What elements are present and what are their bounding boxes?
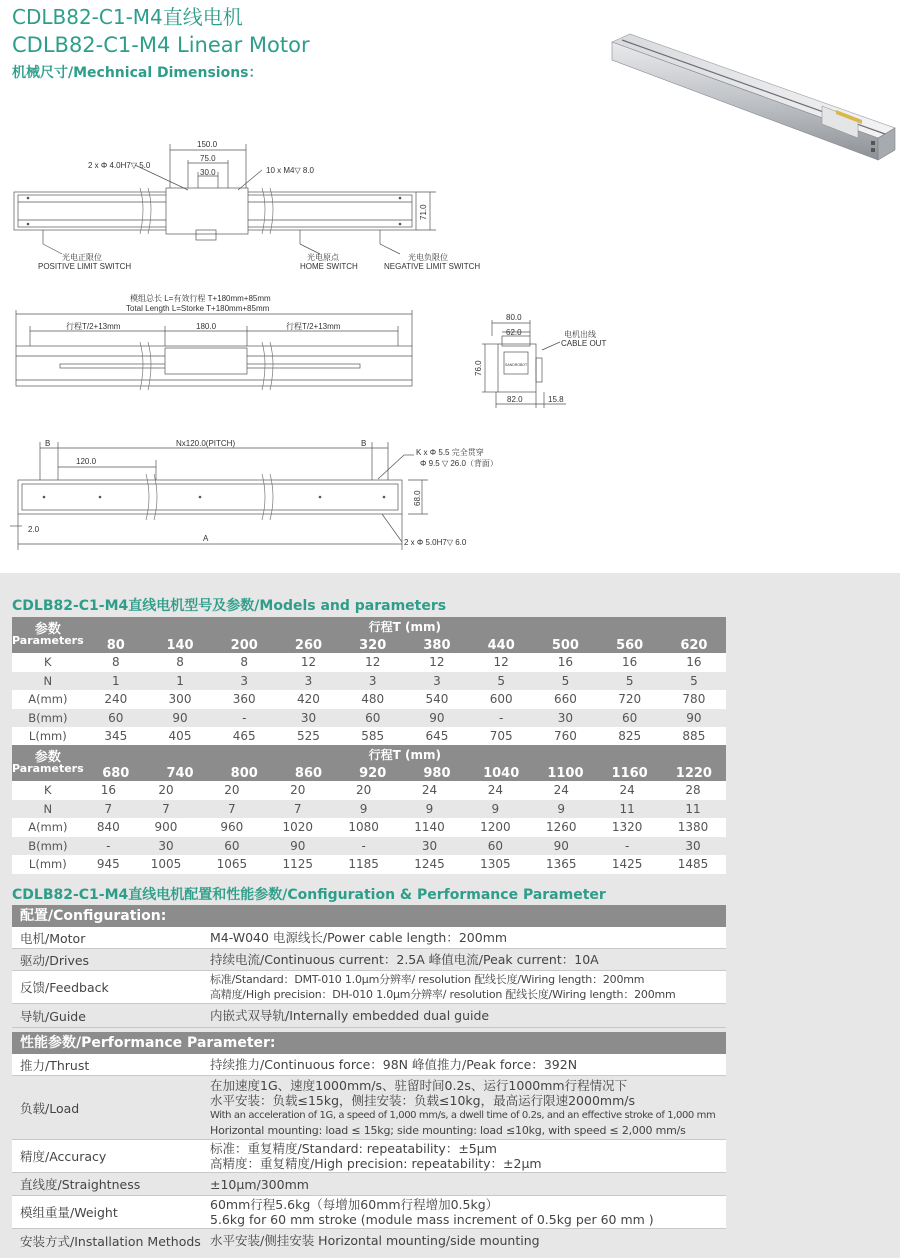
b-right: B (361, 439, 367, 448)
row-label: N (12, 800, 84, 819)
table-cell: 1425 (594, 855, 660, 874)
table-cell: 16 (533, 653, 597, 672)
guide-value: 内嵌式双导轨/Internally embedded dual guide (210, 1008, 490, 1023)
bottom-hole: 2 x Φ 5.0H7▽ 6.0 (404, 538, 467, 547)
length-formula-en: Total Length L=Storke T+180mm+85mm (126, 304, 270, 313)
drives-key: 驱动/Drives (20, 952, 90, 968)
positive-limit-cn: 光电正限位 (62, 253, 102, 262)
travel-right: 行程T/2+13mm (286, 322, 341, 331)
installation-value: 水平安装/侧挂安装 Horizontal mounting/side mounting (210, 1233, 540, 1248)
row-thrust (12, 1054, 726, 1076)
stroke-500: 500 (551, 638, 579, 653)
row-label: B(mm) (12, 837, 84, 856)
end-dim-62: 62.0 (506, 328, 522, 337)
stroke-560: 560 (616, 638, 644, 653)
stroke-140: 140 (166, 638, 194, 653)
negative-limit-en: NEGATIVE LIMIT SWITCH (384, 262, 481, 271)
param-en: Parameters (12, 762, 84, 775)
table-cell: 20 (331, 781, 397, 800)
table1-header (12, 617, 726, 653)
performance-bar: 性能参数/Performance Parameter: (12, 1032, 726, 1054)
b-left: B (45, 439, 51, 448)
param-cn: 参数 (34, 622, 61, 637)
logo-text: SANDROBOT (505, 363, 528, 367)
top-view (14, 144, 436, 254)
table-cell: 405 (148, 727, 212, 746)
k-hole-1: K x Φ 5.5 完全贯穿 (416, 448, 484, 457)
table-cell: 1 (84, 672, 148, 691)
table-cell: 1200 (462, 818, 528, 837)
table-cell: 5 (598, 672, 662, 691)
row-label: A(mm) (12, 818, 84, 837)
row-label: K (12, 781, 84, 800)
row-label: A(mm) (12, 690, 84, 709)
travel-left: 行程T/2+13mm (66, 322, 121, 331)
table-cell: 1005 (133, 855, 199, 874)
table2-header (12, 745, 726, 781)
table-cell: - (212, 709, 276, 728)
stroke-1040: 1040 (483, 766, 520, 781)
title-english: CDLB82-C1-M4 Linear Motor (12, 33, 310, 57)
row-load (12, 1076, 726, 1140)
stroke-1160: 1160 (611, 766, 648, 781)
param-label (12, 617, 84, 653)
models-heading: CDLB82-C1-M4直线电机型号及参数/Models and parameters (12, 598, 447, 614)
table-cell: 465 (212, 727, 276, 746)
feedback-value-1: 标准/Standard：DMT-010 1.0μm分辨率/ resolution 配线长度/Wiring length：200mm (210, 973, 645, 986)
dim-150: 150.0 (197, 140, 218, 149)
table-cell: 7 (265, 800, 331, 819)
table-cell: 1080 (331, 818, 397, 837)
table-cell: - (331, 837, 397, 856)
table-cell: 360 (212, 690, 276, 709)
title-chinese: CDLB82-C1-M4直线电机 (12, 5, 243, 29)
row-label: L(mm) (12, 855, 84, 874)
table-cell: 16 (662, 653, 726, 672)
table-cell: 645 (405, 727, 469, 746)
stroke-800: 800 (230, 766, 258, 781)
weight-key: 模组重量/Weight (20, 1205, 118, 1220)
table-cell: 9 (331, 800, 397, 819)
param-cn: 参数 (34, 750, 61, 765)
table-cell: 1485 (660, 855, 726, 874)
table-cell: 12 (276, 653, 340, 672)
table-cell: 1140 (397, 818, 463, 837)
table-cell: 90 (265, 837, 331, 856)
motor-value: M4-W040 电源线长/Power cable length：200mm (210, 930, 508, 945)
table-cell: 60 (199, 837, 265, 856)
dim-71: 71.0 (419, 204, 428, 220)
table-cell: 16 (84, 781, 133, 800)
table-cell: 12 (341, 653, 405, 672)
mechanical-drawing (0, 130, 900, 570)
load-value-1: 在加速度1G、速度1000mm/s、驻留时间0.2s、运行1000mm行程情况下 (210, 1077, 628, 1093)
table-cell: 1320 (594, 818, 660, 837)
table-cell: 7 (84, 800, 133, 819)
table-cell: 9 (397, 800, 463, 819)
dim-120: 120.0 (76, 457, 97, 466)
table-cell: 1185 (331, 855, 397, 874)
table-cell: 12 (469, 653, 533, 672)
dim-30: 30.0 (200, 168, 216, 177)
param-en: Parameters (12, 634, 84, 647)
load-value-4: Horizontal mounting: load ≤ 15kg; side mounting: load ≤10kg, with speed ≤ 2,000 mm/s (210, 1123, 686, 1137)
table-cell: 7 (199, 800, 265, 819)
table-cell: 345 (84, 727, 148, 746)
table-cell: 30 (397, 837, 463, 856)
hole-callout-right: 10 x M4▽ 8.0 (266, 166, 314, 175)
table-cell: 1 (148, 672, 212, 691)
table-cell: 1305 (462, 855, 528, 874)
stroke-980: 980 (423, 766, 451, 781)
row-label: N (12, 672, 84, 691)
feedback-key: 反馈/Feedback (20, 980, 109, 995)
table-cell: 1245 (397, 855, 463, 874)
table-cell: 20 (133, 781, 199, 800)
table-row (12, 672, 726, 691)
accuracy-key: 精度/Accuracy (20, 1149, 107, 1164)
dim-180: 180.0 (196, 322, 217, 331)
table-cell: 24 (528, 781, 594, 800)
stroke-1220: 1220 (675, 766, 712, 781)
table-row (12, 690, 726, 709)
positive-limit-en: POSITIVE LIMIT SWITCH (38, 262, 132, 271)
table-row (12, 781, 726, 800)
straightness-key: 直线度/Straightness (20, 1177, 141, 1192)
table-cell: 24 (397, 781, 463, 800)
table-cell: 480 (341, 690, 405, 709)
table-cell: 5 (469, 672, 533, 691)
load-value-3: With an acceleration of 1G, a speed of 1,000 mm/s, a dwell time of 0.2s, and an effective stroke of 1,000 mm (210, 1109, 716, 1121)
stroke-80: 80 (106, 638, 125, 653)
guide-key: 导轨/Guide (20, 1008, 86, 1024)
table-cell: 20 (199, 781, 265, 800)
stroke-260: 260 (294, 638, 323, 653)
table-cell: 5 (662, 672, 726, 691)
weight-value-2: 5.6kg for 60 mm stroke (module mass increment of 0.5kg per 60 mm ) (210, 1212, 654, 1227)
table-cell: 525 (276, 727, 340, 746)
table-cell: 20 (265, 781, 331, 800)
stroke-380: 380 (423, 638, 451, 653)
table-cell: 1020 (265, 818, 331, 837)
row-installation (12, 1229, 726, 1252)
config-heading: CDLB82-C1-M4直线电机配置和性能参数/Configuration & Performance Parameter (12, 887, 606, 903)
stroke-1100: 1100 (547, 766, 584, 781)
row-weight (12, 1196, 726, 1229)
table-cell: 3 (405, 672, 469, 691)
dim-2: 2.0 (28, 525, 40, 534)
stroke-920: 920 (359, 766, 387, 781)
table-row (12, 855, 726, 874)
negative-limit-cn: 光电负限位 (408, 253, 448, 262)
table-cell: 24 (462, 781, 528, 800)
table-cell: 240 (84, 690, 148, 709)
dimensions-heading: 机械尺寸/Mechnical Dimensions： (12, 65, 263, 81)
table-cell: 3 (212, 672, 276, 691)
table-cell: 7 (133, 800, 199, 819)
stroke-440: 440 (487, 638, 515, 653)
parameters-panel (0, 573, 900, 1258)
table-cell: 840 (84, 818, 133, 837)
table-cell: 90 (148, 709, 212, 728)
table-cell: 90 (528, 837, 594, 856)
table-cell: 24 (594, 781, 660, 800)
table-cell: 300 (148, 690, 212, 709)
row-label: L(mm) (12, 727, 84, 746)
table-cell: 1125 (265, 855, 331, 874)
thrust-value: 持续推力/Continuous force：98N 峰值推力/Peak force：392N (210, 1057, 578, 1072)
home-switch-en: HOME SWITCH (300, 262, 358, 271)
k-hole-2: Φ 9.5 ▽ 26.0（背面） (420, 459, 498, 468)
table-cell: 16 (598, 653, 662, 672)
table-cell: 600 (469, 690, 533, 709)
table-cell: 660 (533, 690, 597, 709)
feedback-value-2: 高精度/High precision：DH-010 1.0μm分辨率/ resolution 配线长度/Wiring length：200mm (210, 988, 676, 1001)
table-cell: 8 (212, 653, 276, 672)
pitch-label: Nx120.0(PITCH) (176, 439, 236, 448)
table-cell: 1365 (528, 855, 594, 874)
table-cell: 90 (662, 709, 726, 728)
table-cell: 960 (199, 818, 265, 837)
end-dim-82: 82.0 (507, 395, 523, 404)
table-cell: 11 (660, 800, 726, 819)
table-row (12, 727, 726, 746)
table-cell: 8 (148, 653, 212, 672)
models-table-2 (12, 745, 726, 874)
table-row (12, 837, 726, 856)
table-cell: 9 (528, 800, 594, 819)
table-cell: 60 (84, 709, 148, 728)
table-cell: 720 (598, 690, 662, 709)
table-row (12, 818, 726, 837)
table-cell: 1065 (199, 855, 265, 874)
bottom-view (10, 442, 428, 550)
table-row (12, 709, 726, 728)
dim-a: A (203, 534, 209, 543)
table-cell: 28 (660, 781, 726, 800)
straightness-value: ±10μm/300mm (210, 1176, 309, 1192)
table-cell: 885 (662, 727, 726, 746)
table-cell: 11 (594, 800, 660, 819)
row-guide (12, 1004, 726, 1028)
table-cell: 30 (533, 709, 597, 728)
table-cell: 825 (598, 727, 662, 746)
table-cell: 540 (405, 690, 469, 709)
row-drives (12, 949, 726, 971)
hole-callout-left: 2 x Φ 4.0H7▽ 5.0 (88, 161, 151, 170)
table-cell: 3 (276, 672, 340, 691)
stroke-320: 320 (359, 638, 387, 653)
table-cell: 900 (133, 818, 199, 837)
table-cell: 3 (341, 672, 405, 691)
accuracy-value-1: 标准：重复精度/Standard: repeatability：±5μm (210, 1141, 497, 1156)
models-table-1 (12, 617, 726, 746)
stroke-620: 620 (680, 638, 708, 653)
row-straightness (12, 1173, 726, 1196)
table-cell: 9 (462, 800, 528, 819)
table-cell: 60 (598, 709, 662, 728)
table-cell: 420 (276, 690, 340, 709)
table-cell: 60 (462, 837, 528, 856)
dim-75: 75.0 (200, 154, 216, 163)
accuracy-value-2: 高精度：重复精度/High precision: repeatability：±2μm (210, 1156, 542, 1171)
table-cell: 8 (84, 653, 148, 672)
table-cell: - (594, 837, 660, 856)
cable-out-en: CABLE OUT (561, 339, 607, 348)
table-cell: 30 (133, 837, 199, 856)
table-cell: 30 (660, 837, 726, 856)
row-accuracy (12, 1140, 726, 1173)
param-label (12, 745, 84, 781)
length-formula-cn: 模组总长 L=有效行程 T+180mm+85mm (130, 294, 271, 303)
table2-body (12, 781, 726, 874)
travel-label: 行程T (mm) (368, 620, 441, 634)
installation-key: 安装方式/Installation Methods (20, 1233, 201, 1249)
table-cell: - (469, 709, 533, 728)
table-cell: 585 (341, 727, 405, 746)
home-switch-cn: 光电原点 (307, 253, 339, 262)
table1-strokes (84, 638, 726, 653)
stroke-200: 200 (230, 638, 258, 653)
table-cell: 60 (341, 709, 405, 728)
table-cell: 90 (405, 709, 469, 728)
table-row (12, 653, 726, 672)
table-cell: - (84, 837, 133, 856)
table1-body (12, 653, 726, 746)
table-cell: 5 (533, 672, 597, 691)
dim-68: 68.0 (413, 490, 422, 506)
load-key: 负载/Load (20, 1100, 80, 1116)
table-cell: 30 (276, 709, 340, 728)
drives-value: 持续电流/Continuous current：2.5A 峰值电流/Peak current：10A (210, 952, 599, 967)
motor-key: 电机/Motor (20, 930, 86, 946)
table-cell: 12 (405, 653, 469, 672)
config-table (12, 905, 726, 1252)
weight-value-1: 60mm行程5.6kg（每增加60mm行程增加0.5kg） (210, 1197, 499, 1212)
stroke-860: 860 (294, 766, 323, 781)
row-label: K (12, 653, 84, 672)
load-value-2: 水平安装：负载≤15kg，侧挂安装：负载≤10kg，最高运行限速2000mm/s (210, 1092, 635, 1108)
thrust-key: 推力/Thrust (20, 1057, 90, 1073)
config-bar: 配置/Configuration: (12, 905, 726, 927)
end-dim-15-8: 15.8 (548, 395, 564, 404)
travel-label: 行程T (mm) (368, 748, 441, 762)
table-row (12, 800, 726, 819)
table-cell: 945 (84, 855, 133, 874)
stroke-680: 680 (102, 766, 130, 781)
end-dim-80: 80.0 (506, 313, 522, 322)
table-cell: 705 (469, 727, 533, 746)
table-cell: 1260 (528, 818, 594, 837)
row-motor (12, 927, 726, 949)
table2-strokes (84, 766, 726, 781)
table-cell: 780 (662, 690, 726, 709)
table-cell: 1380 (660, 818, 726, 837)
table-cell: 760 (533, 727, 597, 746)
cable-out-cn: 电机出线 (564, 330, 596, 339)
row-feedback (12, 971, 726, 1004)
end-dim-76: 76.0 (474, 360, 483, 376)
stroke-740: 740 (166, 766, 194, 781)
row-label: B(mm) (12, 709, 84, 728)
